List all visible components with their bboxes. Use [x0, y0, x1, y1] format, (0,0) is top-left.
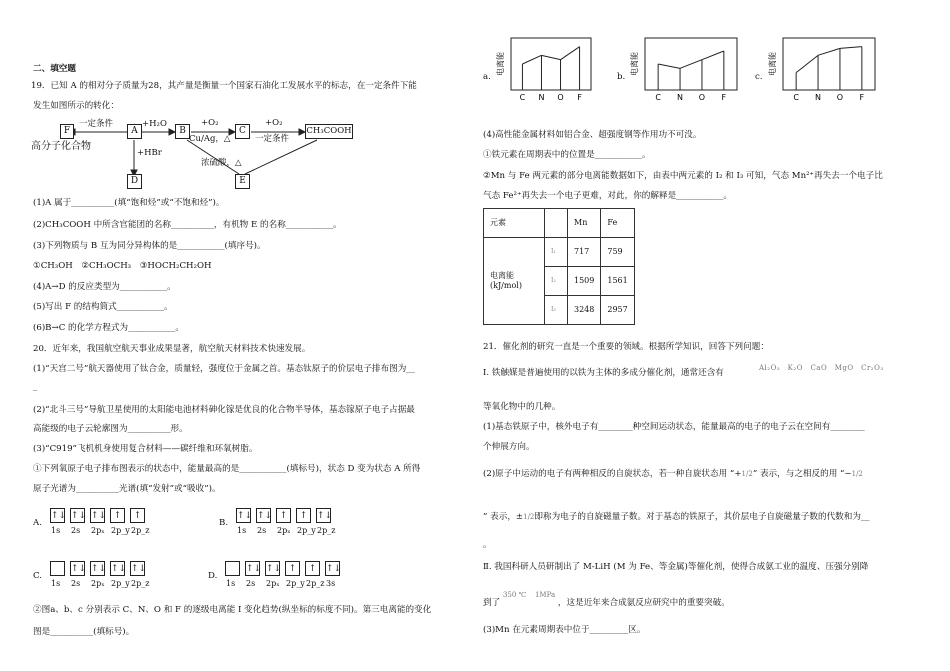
polymer-label: 高分子化合物: [31, 141, 91, 152]
orbital-box: [50, 561, 65, 576]
orbital-box: ↑↓: [236, 508, 251, 523]
table-cell-fe-i3: 2957: [601, 296, 634, 325]
section-title: 二、填空题: [33, 64, 76, 74]
option-a-label: A.: [33, 518, 42, 528]
table-cell-mn-i2: 1509: [568, 267, 601, 296]
q19-part5: (5)写出 F 的结构简式___________。: [33, 302, 173, 312]
cond-c-p-bottom: 一定条件: [255, 134, 290, 144]
q20-part3-q1-line1: ①下列氧原子电子排布图表示的状态中，能量最高的是___________(填标号)，状态 D 变为状态 A 所得: [33, 464, 421, 474]
orbital-box: ↑↓: [110, 561, 125, 576]
table-cell-i3: I₃: [545, 296, 568, 325]
q21-part2-text-c: ” 表示，±: [483, 512, 524, 522]
q21-part2-text-b: ” 表示，与之相反的用 “−: [752, 469, 852, 479]
q20-part4-q2-line1: ②Mn 与 Fe 两元素的部分电离能数据如下，由表中两元素的 I₂ 和 I₃ 可知，气态 Mn²⁺再失去一个电子比: [483, 171, 883, 181]
chart-a-label: a.: [483, 72, 491, 82]
q19-part6: (6)B→C 的化学方程式为___________。: [33, 323, 185, 333]
tick-label: C: [519, 93, 526, 102]
table-cell-i2: I₂: [545, 267, 568, 296]
q20-part4: (4)高性能金属材料如铝合金、超强度钢等作用功不可没。: [483, 130, 702, 140]
compound-c: C: [235, 124, 250, 139]
tick-label: O: [557, 93, 564, 102]
series-segment: [818, 48, 840, 55]
q20-part3-q1-line2: 原子光谱为__________光谱(填“发射”或“吸收”)。: [33, 484, 221, 494]
orbital-label: 2s: [246, 579, 256, 588]
oxide-k2o: K₂O: [787, 364, 803, 372]
chart-b: [617, 34, 767, 106]
orbital-box: ↑↓: [325, 561, 340, 576]
tick-label: N: [538, 93, 545, 102]
q19-stem-line1: 19．已知 A 的相对分子质量为28，其产量是衡量一个国家石油化工发展水平的标志，在一定条件下能: [31, 81, 417, 91]
series-segment: [561, 47, 580, 60]
orbital-box: ↑↓: [90, 508, 105, 523]
chart-frame: [783, 38, 875, 90]
orbital-box: [225, 561, 240, 576]
series-segment: [702, 51, 724, 60]
q21-ii-text-a: 到了: [483, 598, 501, 608]
tick-label: O: [836, 93, 844, 102]
orbital-box: ↑: [296, 508, 311, 523]
q21-ii-line2: [483, 591, 730, 608]
q19-stem-line2: 发生如图所示的转化：: [33, 101, 119, 111]
table-header-mn: Mn: [568, 209, 601, 238]
q21-part2-line2: [483, 512, 870, 522]
orbital-label: 2pₓ: [91, 579, 105, 588]
q20-part2-line1: (2)“北斗三号”导航卫星使用的太阳能电池材料砷化镓是优良的化合物半导体，基态镓原子电子占据最: [33, 405, 415, 415]
series-segment: [522, 55, 541, 64]
table-cell-fe-i1: 759: [601, 238, 634, 267]
orbital-box: ↑: [110, 508, 125, 523]
orbital-box: ↑↓: [265, 561, 280, 576]
orbital-box: ↑↓: [245, 561, 260, 576]
table-header-fe: Fe: [601, 209, 634, 238]
q21-part3: (3)Mn 在元素周期表中位于_________区。: [483, 625, 646, 635]
compound-f: F: [60, 124, 74, 139]
oxide-al2o3: Al₂O₃: [759, 364, 781, 372]
chart-a-svg: [497, 34, 607, 106]
q20-part1-line1: (1)“天宫二号”航天器使用了钛合金，质量轻，强度位于金属之首。基态钛原子的价层电子排布图为__: [33, 364, 415, 374]
acetic-acid: CH₃COOH: [305, 124, 353, 139]
q21-part2-text-a: (2)原子中运动的电子有两种相反的自旋状态，若一种自旋状态用 “+: [483, 469, 742, 479]
orbital-label: 2s: [71, 579, 81, 588]
q20-part3-q2-line2: 图是__________(填标号)。: [33, 627, 135, 637]
oxide-mgo: MgO: [834, 364, 854, 372]
series-segment: [658, 64, 680, 68]
orbital-label: 2p_z: [317, 526, 336, 535]
tick-label: C: [793, 93, 799, 102]
series-segment: [840, 47, 862, 49]
orbital-box: ↑↓: [130, 561, 145, 576]
table-row: [484, 238, 635, 267]
orbital-label: 1s: [237, 526, 247, 535]
orbital-label: 2p_z: [131, 526, 150, 535]
y-axis-label: 电离能: [630, 52, 639, 76]
compound-b: B: [175, 124, 190, 139]
table-cell-i1: I₁: [545, 238, 568, 267]
q21-i-line1: Ⅰ. 铁触媒是普遍使用的以铁为主体的多成分催化剂，通常还含有: [483, 368, 724, 378]
series-segment: [680, 60, 702, 69]
tick-label: O: [698, 93, 706, 102]
option-d-label: D.: [208, 571, 218, 581]
cond-a-d: +HBr: [137, 148, 162, 158]
q20-stem: 20．近年来，我国航空航天事业成果显著，航空航天材料技术快速发展。: [33, 344, 311, 354]
table-row-label: 电离能(kJ/mol): [484, 238, 545, 325]
orbital-label: 2p_y: [111, 526, 130, 535]
orbital-box: ↑↓: [256, 508, 271, 523]
orbital-box: ↑: [305, 561, 320, 576]
compound-a: A: [127, 124, 142, 139]
q19-part2: (2)CH₃COOH 中所含官能团的名称__________，有机物 E 的名称___________。: [33, 220, 342, 230]
q20-part2-line2: 高能级的电子云轮廓图为__________形。: [33, 424, 188, 434]
orbital-box: ↑↓: [50, 508, 65, 523]
ionization-energy-table: [483, 208, 635, 325]
half-fraction-pm: 1/2: [523, 513, 535, 521]
q20-part1-line2: _: [33, 382, 38, 392]
q20-part4-q2-line2: 气态 Fe²⁺再失去一个电子更难，对此，你的解释是___________。: [483, 191, 733, 201]
compound-d: D: [127, 174, 142, 189]
q21-i-line2: 等氧化物中的几种。: [483, 402, 561, 412]
tick-label: C: [655, 93, 661, 102]
orbital-box: ↑: [285, 561, 300, 576]
reaction-diagram: [33, 114, 363, 190]
q20-part3-q2-line1: ②图a、b、c 分别表示 C、N、O 和 F 的逐级电离能 I 变化趋势(纵坐标的标度不同)。第三电离能的变化: [33, 605, 432, 615]
table-cell-mn-i1: 717: [568, 238, 601, 267]
orbital-box: ↑: [130, 508, 145, 523]
table-cell-mn-i3: 3248: [568, 296, 601, 325]
q19-part1: (1)A 属于__________(填“饱和烃”或“不饱和烃”)。: [33, 198, 225, 208]
orbital-label: 1s: [51, 526, 61, 535]
orbital-box: ↑: [276, 508, 291, 523]
q19-part4: (4)A→D 的反应类型为___________。: [33, 282, 176, 292]
series-segment: [796, 55, 818, 72]
orbital-label: 1s: [51, 579, 61, 588]
table-empty-header: [545, 209, 568, 238]
orbital-label: 2pₓ: [277, 526, 291, 535]
orbital-box: ↑↓: [90, 561, 105, 576]
q21-part1-line2: 个伸展方向。: [483, 442, 535, 452]
orbital-label: 3s: [326, 579, 336, 588]
pressure-value: 1MPa: [534, 591, 556, 599]
orbital-label: 2p_y: [111, 579, 130, 588]
compound-e: E: [235, 174, 250, 189]
chart-c: [755, 34, 905, 106]
series-segment: [541, 55, 560, 59]
q19-part3: (3)下列物质与 B 互为同分异构体的是___________(填序号)。: [33, 241, 266, 251]
chart-c-label: c.: [755, 72, 763, 82]
q21-part2-line1: [483, 469, 863, 479]
chart-b-label: b.: [617, 72, 626, 82]
cond-e: 浓硫酸，△: [201, 158, 242, 168]
cond-b-c-bottom: Cu/Ag，△: [189, 134, 231, 144]
orbital-label: 2pₓ: [91, 526, 105, 535]
q21-part2-line3: 。: [483, 540, 492, 550]
tick-label: N: [677, 93, 684, 102]
option-b-label: B.: [219, 518, 229, 528]
orbital-label: 2p_z: [131, 579, 150, 588]
tick-label: N: [815, 93, 822, 102]
q20-part4-q1: ①铁元素在周期表中的位置是___________。: [483, 150, 651, 160]
chart-a: [483, 34, 613, 106]
catalyst-oxides: [759, 364, 884, 372]
q20-part3: (3)“C919”飞机机身使用复合材料——碳纤维和环氧树脂。: [33, 444, 258, 454]
q21-ii-line1: Ⅱ. 我国科研人员研制出了 M-LiH (M 为 Fe、等金属)等催化剂，使得合成氨工业的温度、压强分别降: [483, 562, 869, 572]
orbital-label: 2p_z: [306, 579, 325, 588]
cond-a-b: +H₂O: [142, 119, 167, 129]
orbital-label: 2s: [71, 526, 81, 535]
orbital-label: 1s: [226, 579, 236, 588]
oxide-cao: CaO: [810, 364, 828, 372]
chart-b-svg: [631, 34, 755, 106]
half-fraction-plus: 1/2: [741, 470, 753, 478]
table-row: [484, 209, 635, 238]
q21-part1-line1: (1)基态铁原子中，核外电子有________种空间运动状态，能量最高的电子的电子云在空间有________: [483, 422, 865, 432]
cond-c-p-top: +O₂: [265, 118, 283, 128]
tick-label: F: [721, 93, 727, 102]
orbital-box: ↑↓: [316, 508, 331, 523]
orbital-label: 2p_y: [286, 579, 305, 588]
q21-part2-text-d: 即称为电子的自旋磁量子数。对于基态的铁原子，其价层电子自旋磁量子数的代数和为__: [534, 512, 870, 522]
orbital-label: 2pₓ: [266, 579, 280, 588]
tick-label: F: [577, 93, 582, 102]
tick-label: F: [859, 93, 865, 102]
cond-a-f: 一定条件: [79, 119, 114, 129]
orbital-box: ↑↓: [70, 561, 85, 576]
q19-part3-options: ①CH₃OH ②CH₃OCH₃ ③HOCH₂CH₂OH: [33, 261, 212, 271]
y-axis-label: 电离能: [768, 52, 777, 76]
oxide-cr2o3: Cr₂O₃: [861, 364, 884, 372]
orbital-label: 2s: [257, 526, 267, 535]
q21-ii-text-b: ，这是近年来合成氨反应研究中的重要突破。: [557, 598, 730, 608]
half-fraction-minus: 1/2: [851, 470, 863, 478]
temperature-value: 350 ℃: [502, 591, 527, 599]
table-cell-fe-i2: 1561: [601, 267, 634, 296]
chart-c-svg: [769, 34, 893, 106]
table-header-element: 元素: [484, 209, 545, 238]
q21-stem: 21．催化剂的研究一直是一个重要的领域。根据所学知识，回答下列问题：: [483, 342, 769, 352]
orbital-box: ↑↓: [70, 508, 85, 523]
option-c-label: C.: [33, 571, 43, 581]
y-axis-label: 电离能: [496, 52, 505, 76]
cond-b-c-top: +O₂: [201, 118, 219, 128]
orbital-label: 2p_y: [297, 526, 316, 535]
